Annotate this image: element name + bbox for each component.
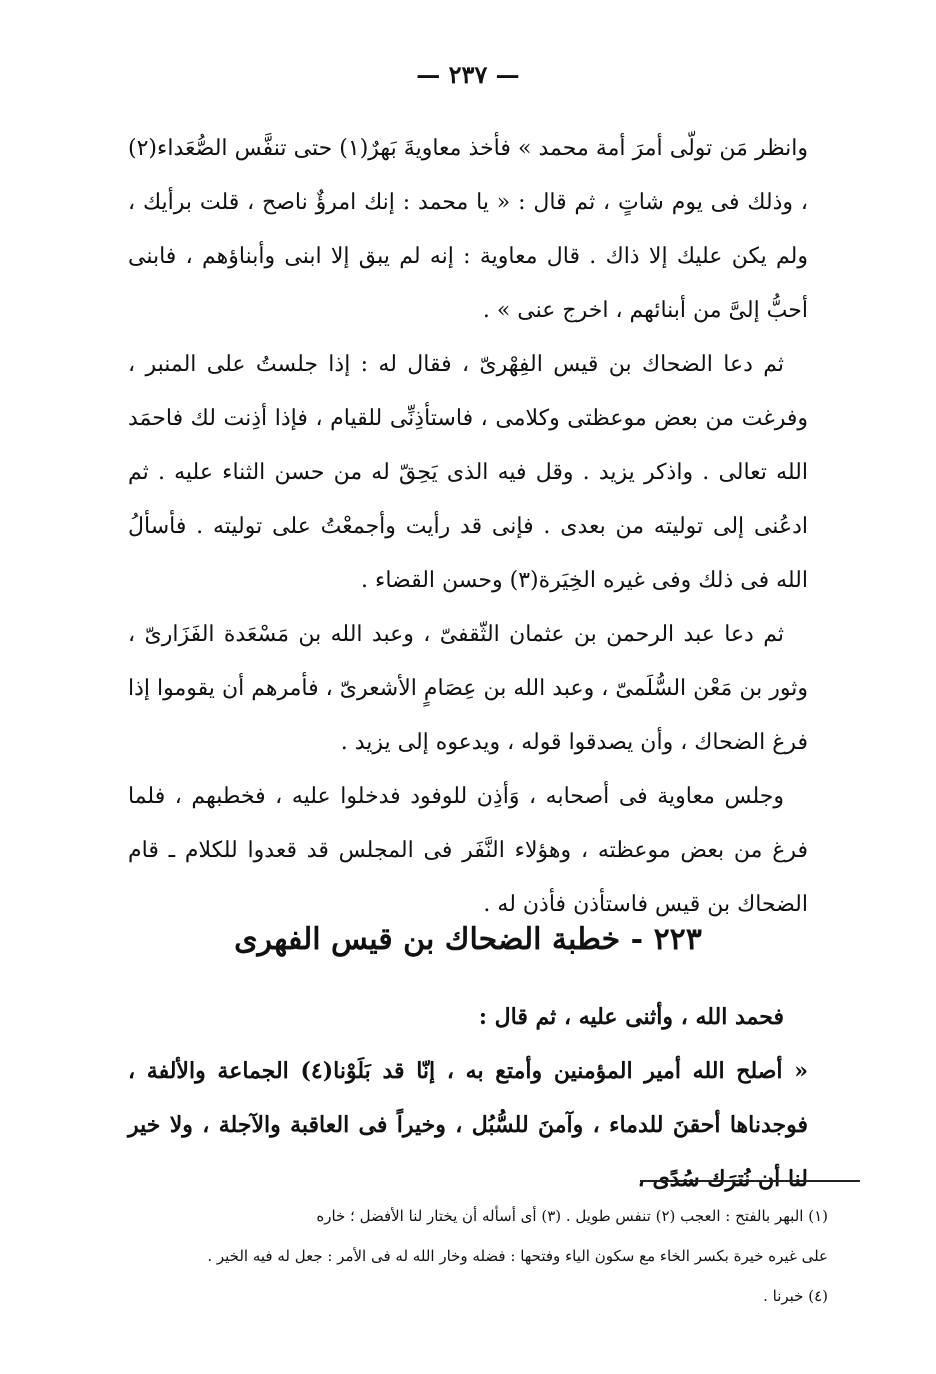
paragraph: فحمد الله ، وأثنى عليه ، ثم قال : xyxy=(478,1004,784,1030)
paragraph: ثم دعا الضحاك بن قيس الفِهْرىّ ، فقال له : إذا جلستُ على المنبر ، وفرغت من بعض موعظتى وكلامى ، فاستأذِنِّى للقيام ، فإذا أذِنت لك فاحمَد الله تعالى . واذكر يزيد . وقل فيه الذى يَحِقّ له من حسن الثناء عليه . ثم ادعُنى إلى توليته من بعدى . فإنى قد رأيت وأجمعْتُ على توليته . فأسألُ الله فى ذلك وفى غيره الخِيَرة(٣) وحسن القضاء . xyxy=(128,352,808,593)
footnotes xyxy=(128,1196,828,1316)
footnote-divider xyxy=(640,1180,860,1182)
page-number: — ٢٣٧ — xyxy=(416,60,520,89)
section-text xyxy=(128,990,808,1206)
paragraph: « أصلح الله أمير المؤمنين وأمتع به ، إنّا قد بَلَوْنا(٤) الجماعة والألفة ، فوجدناها أحقنَ للدماء ، وآمنَ للسُّبُل ، وخيراً فى العاقبة والآجلة ، ولا خير لنا أن نُترَك سُدًى ، xyxy=(128,1058,808,1192)
footnote-line: على غيره خيرة بكسر الخاء مع سكون الياء وفتحها : فضله وخار الله له فى الأمر : جعل له فيه الخير . xyxy=(207,1247,828,1265)
footnote-line: (١) البهر بالفتح : العجب (٢) تنفس طويل . (٣) أى أسأله أن يختار لنا الأفضل ؛ خاره xyxy=(316,1207,828,1225)
footnote-line: (٤) خبرنا . xyxy=(763,1287,828,1305)
paragraph: وانظر مَن تولّى أمرَ أمة محمد » فأخذ معاويةَ بَهرٌ(١) حتى تنفَّس الصُّعَداء(٢) ، وذلك فى يوم شاتٍ ، ثم قال : « يا محمد : إنك امرؤٌ ناصح ، قلت برأيك ، ولم يكن عليك إلا ذاك . قال معاوية : إنه لم يبق إلا ابنى وأبناؤهم ، فابنى أحبُّ إلىَّ من أبنائهم ، اخرج عنى » . xyxy=(128,136,808,323)
paragraph: ثم دعا عبد الرحمن بن عثمان الثّقفىّ ، وعبد الله بن مَسْعَدة الفَزَارىّ ، وثور بن مَعْن السُّلَمىّ ، وعبد الله بن عِصَامٍ الأشعرىّ ، فأمرهم أن يقوموا إذا فرغ الضحاك ، وأن يصدقوا قوله ، ويدعوه إلى يزيد . xyxy=(128,622,808,755)
section-heading: ٢٢٣ - خطبة الضحاك بن قيس الفهرى xyxy=(234,922,702,957)
paragraph: وجلس معاوية فى أصحابه ، وَأذِن للوفود فدخلوا عليه ، فخطبهم ، فلما فرغ من بعض موعظته ، وهؤلاء النَّفَر فى المجلس قد قعدوا للكلام ـ قام الضحاك بن قيس فاستأذن فأذن له . xyxy=(128,784,808,917)
main-text xyxy=(128,122,808,932)
